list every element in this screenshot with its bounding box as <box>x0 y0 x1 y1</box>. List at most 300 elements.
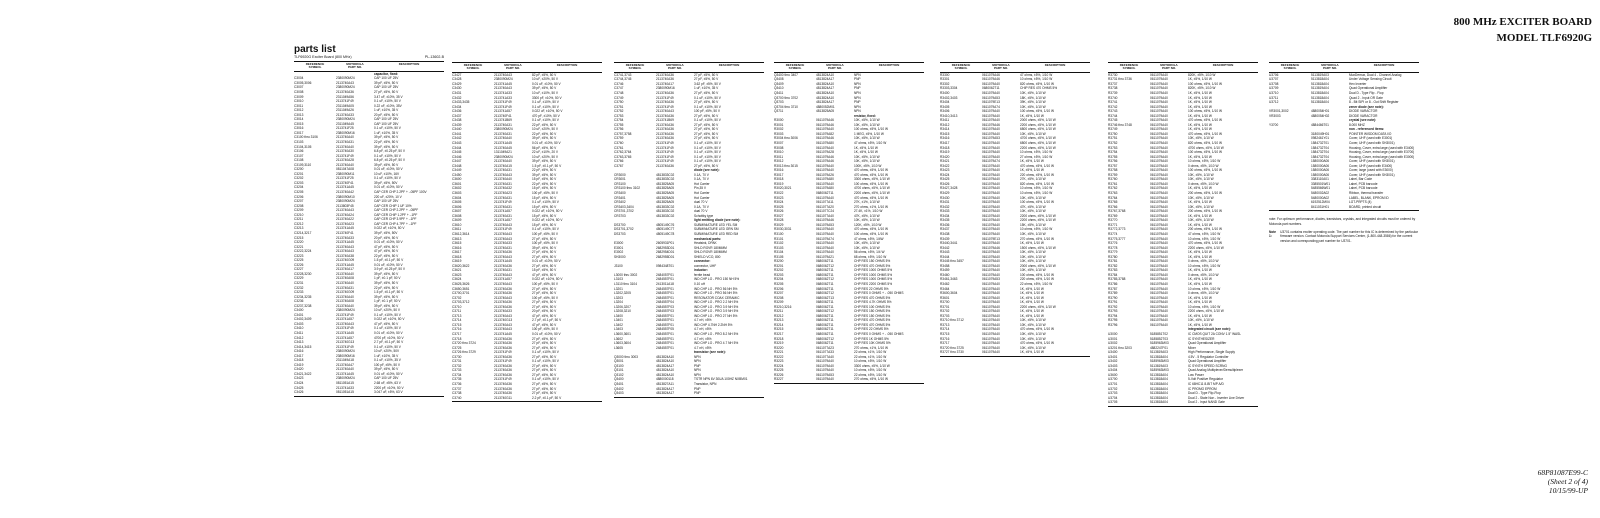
reference-symbol: R3025 <box>774 204 784 209</box>
description: 1.5 pF, ±0.1 pF, 50 V <box>532 163 562 168</box>
description: 1K, ±5%, 1/10 W <box>1020 241 1044 246</box>
description: 39 pF, ±5%, 50 V <box>374 294 399 299</box>
description: LGT-PRPTS (4) <box>1349 200 1372 205</box>
part-number: 0680062T11 <box>816 268 834 273</box>
description: 18K, ±5%, 1/10 W <box>1020 95 1046 100</box>
reference-symbol: R3225 <box>774 368 784 373</box>
reference-symbol: C3612,3614 <box>452 231 470 236</box>
reference-symbol: C3730 <box>452 354 462 359</box>
reference-symbol: R3210,3216 <box>774 304 792 309</box>
description: 0.01 uF, ±10%, 50 V <box>532 141 561 146</box>
reference-symbol: C3205 <box>294 190 304 195</box>
part-number: 2113740A36 <box>656 122 674 127</box>
description: 0.1 uF, ±10%, 50 V <box>532 377 559 382</box>
description: CHP RES 150 OHMS 5% <box>854 309 891 314</box>
part-number: 2113803F45 <box>336 203 354 208</box>
part-number: 2113740A40 <box>336 303 354 308</box>
description: CAP CER CHIP 1.2PF + -.1PF <box>374 212 418 217</box>
description: 4700 ohms, ±5%, 1/10 W <box>1020 136 1056 141</box>
part-number: 2113741A45 <box>336 226 354 231</box>
part-number: 2380090M11 <box>336 171 355 176</box>
description: 10K, ±5%, 1/10 W <box>1020 209 1046 214</box>
description: transistor (see note): <box>694 350 726 355</box>
description: 1 uF, ±10%, 35 V <box>374 108 399 113</box>
part-number: 0611079A74 <box>982 104 1000 109</box>
reference-symbol: R3213 <box>774 318 784 323</box>
reference-symbol: R3760 <box>1108 177 1118 182</box>
reference-symbol-header: REFERENCE SYMBOL <box>785 63 805 71</box>
reference-symbol: C3750 <box>614 100 624 105</box>
reference-symbol: L3600,3601 <box>614 331 631 336</box>
part-number: 0680062T11 <box>816 259 834 264</box>
part-number: 2380090M16 <box>336 353 355 358</box>
reference-symbol: R3410,3413 <box>940 113 958 118</box>
part-number: 4813824A10 <box>656 354 675 359</box>
description: CHIP RES 470 OHMS 5% <box>1020 86 1058 91</box>
reference-symbol: C3718 <box>452 336 462 341</box>
reference-symbol: C3735 <box>452 377 462 382</box>
table-end-rule <box>614 396 764 398</box>
reference-symbol: R3766 <box>1108 204 1118 209</box>
part-number: 2311049A05 <box>336 103 354 108</box>
reference-symbol: C3421,3422 <box>294 371 312 376</box>
description: CHP RES 100 OHMS 5% <box>854 304 891 309</box>
description: 820 ohms, ±5%, 1/10 W <box>1020 181 1054 186</box>
reference-symbol: C3007 <box>294 85 304 90</box>
reference-symbol: C3400 <box>294 308 304 313</box>
description: 0.1A, 70 V <box>694 172 709 177</box>
part-number: 2113740A31 <box>494 204 512 209</box>
part-number: 2484557F01 <box>656 313 674 318</box>
reference-symbol: C3624 <box>452 277 462 282</box>
description: connector: <box>694 259 711 264</box>
reference-symbol-header: REFERENCE SYMBOL <box>305 62 325 70</box>
reference-symbol: R3200 <box>774 259 784 264</box>
reference-symbol: R3010 <box>774 150 784 155</box>
part-number: 0811047A08 <box>336 167 354 172</box>
part-number: 5113819A04 <box>1311 86 1329 91</box>
reference-symbol: Q3411 <box>774 91 784 95</box>
part-number: 5113818A04 <box>1311 81 1329 86</box>
part-number: 2484557F01 <box>656 322 674 327</box>
description: 2200 ohms, ±5%, 1/10 W <box>1188 245 1224 250</box>
description: CAP 100 UF 25V <box>374 85 399 90</box>
part-number: 0611079A40 <box>982 227 1000 232</box>
description: 10 uF, ±20%, 50 V <box>532 154 559 159</box>
part-number: 2113740A22 <box>336 217 354 222</box>
description: capacitor, fixed: <box>374 71 399 76</box>
reference-symbol: R3702 <box>940 309 950 314</box>
reference-symbol: R3102 <box>774 241 784 246</box>
part-number: 0611079A40 <box>982 209 1000 214</box>
part-number: 4813825A05 <box>656 200 675 205</box>
description: 0.1 uF, ±10%, 50 V <box>532 359 559 364</box>
reference-symbol: C3017 <box>294 130 304 135</box>
reference-symbol: R3219 <box>774 341 784 346</box>
reference-symbol: C3103 <box>294 140 304 145</box>
reference-symbol: C3443 <box>452 141 462 146</box>
description-header: DESCRIPTION <box>556 63 578 67</box>
description: 2.7 pF, ±0.1 pF, 50 V <box>532 318 562 323</box>
description-header: DESCRIPTION <box>1373 63 1395 67</box>
reference-symbol: C3009 <box>294 94 304 99</box>
description: Dual D - Type Flip-Flop <box>1188 391 1221 396</box>
description: integrated circuit (see note): <box>1188 327 1231 332</box>
description: 27 pF, ±5%, 50 V <box>694 122 719 127</box>
description: 1K, ±5%, 1/10 W <box>1188 95 1212 100</box>
description: 3300 ohms, ±5%, 1/10 W <box>854 177 890 182</box>
description: 27K, ±1%, 1/10 W <box>854 200 880 205</box>
description: CHP RES 4.7K OHMS 5% <box>854 300 892 305</box>
reference-symbol: CR3403,3404 <box>614 204 634 209</box>
reference-symbol: Q3101 <box>614 368 624 373</box>
reference-symbol: R3208 <box>774 295 784 300</box>
reference-symbol: Q3001 <box>614 359 624 364</box>
part-number: 0611079A40 <box>982 113 1000 118</box>
reference-symbol: C3004 <box>294 76 304 81</box>
description: Housing, Cover, extra large (used with E3400) <box>1349 145 1415 150</box>
reference-symbol: R3400 <box>940 91 950 95</box>
part-number: 0611079A40 <box>1150 100 1168 105</box>
description: 39 pF, ±5%, 50V <box>374 180 398 185</box>
reference-symbol: C3763,3765 <box>614 154 632 159</box>
part-number: 2113740A36 <box>494 382 512 386</box>
description: 68 ohms, ±5%, 1/10 W <box>854 254 887 259</box>
part-number: 2113740A36 <box>494 304 512 309</box>
description: 1K, ±5%, 1/10 W <box>1188 154 1212 159</box>
reference-symbol: R3205 <box>774 281 784 286</box>
description: 1K, ±5%, 1/10 W <box>1188 127 1212 132</box>
reference-symbol: C3713 <box>452 313 462 318</box>
part-number: 2113740A36 <box>336 90 354 94</box>
reference-symbol: C3767 <box>614 163 624 168</box>
description: 3300 pF, ±10%, 50 V <box>532 95 562 100</box>
part-number: 0611079A40 <box>1150 227 1168 232</box>
part-number: 2113740F41 <box>336 180 354 185</box>
part-number: 2113740A31 <box>494 131 512 136</box>
description: 100 pF, ±5%, 50 V <box>532 295 559 300</box>
table-header <box>1269 62 1419 73</box>
reference-symbol: U3001 <box>1108 336 1118 341</box>
reference-symbol: R3217 <box>774 331 784 336</box>
table-header <box>452 62 602 73</box>
reference-symbol: Q3700 thru 3702 <box>774 95 798 100</box>
reference-symbol: R3214 <box>774 322 784 327</box>
reference-symbol-header: REFERENCE SYMBOL <box>951 63 971 71</box>
description: Heatsink, DPAK <box>694 241 717 246</box>
part-number: 2113741A45 <box>336 185 354 190</box>
description: 20 pF, ±5%, 50 V <box>374 235 399 240</box>
description: 4.7 nH, ±5% <box>694 318 712 323</box>
reference-symbol: R3227 <box>774 377 784 382</box>
description: CAP CER CHIP 1 UF 10% <box>374 203 412 208</box>
part-number-header: MOTOROLA PART NO. <box>992 63 1010 71</box>
part-number: 0611079A74 <box>982 159 1000 164</box>
parts-column-4 <box>774 62 924 384</box>
description: 56 pF, ±5%, 50 V <box>532 145 557 150</box>
description: 1K, ±5%, 1/10 W <box>854 145 878 150</box>
part-number: 0611079A80 <box>816 186 834 191</box>
part-number: 2113740A36 <box>494 341 512 346</box>
part-number: 0611079A40 <box>982 200 1000 205</box>
description: 20 pF, ±5%, 50 V <box>374 112 399 117</box>
description: 1K, ±5%, 1/10 W <box>1188 100 1212 105</box>
part-number: 2113741F49 <box>336 344 354 349</box>
part-number: 4882247F01 <box>1150 345 1168 350</box>
part-number: 0611079A40 <box>816 241 834 246</box>
reference-symbol: R3001 <box>774 122 784 127</box>
description: IND CHP LO - PRO 3.9 NH 5% <box>694 304 739 309</box>
reference-symbol: R3763 <box>1108 191 1118 196</box>
description: 0.1 uF, ±10%, 50 V <box>532 227 559 232</box>
part-number: 0611079A40 <box>1150 91 1168 95</box>
reference-symbol: R3302 <box>940 81 950 86</box>
part-number: 4813825A05 <box>656 195 675 200</box>
description: Pin,35 V <box>694 186 707 191</box>
part-number: 2484557F01 <box>656 336 674 341</box>
part-number: 0611079A53 <box>982 136 1000 141</box>
reference-symbol: R3211 <box>774 309 784 314</box>
part-number: 2484557F04 <box>656 300 674 305</box>
reference-symbol: Q3402 <box>614 386 624 391</box>
description: 0.1 uF, ±10%, 50 V <box>694 154 721 159</box>
description: MuxDemux, Dual 4 - Channel Analog <box>1349 72 1402 77</box>
description: 15 pF, ±5%, 50 V <box>532 177 557 182</box>
description: 27 pF, ±5%, 50 V <box>694 72 719 77</box>
part-number: 0611079A40 <box>982 250 1000 255</box>
reference-symbol: L3110 thru 3104 <box>614 281 637 286</box>
reference-symbol: R3791 <box>1108 300 1118 305</box>
reference-symbol: R3439 <box>940 236 950 241</box>
reference-symbol: R3300 <box>940 72 950 77</box>
reference-symbol: C3411 <box>294 330 304 335</box>
description: Label, PCB barcode <box>1349 186 1378 191</box>
part-number: 2113740A43 <box>494 231 512 236</box>
reference-symbol: C3439 <box>452 122 462 127</box>
reference-symbol: R3710 thru 3712 <box>940 318 964 323</box>
reference-symbol: C3209 <box>294 208 304 213</box>
part-number: 0680062T12 <box>816 277 834 282</box>
reference-symbol: C3449 <box>452 168 462 173</box>
description: 4.7 nH, ±5% <box>694 336 712 341</box>
description: 1K, ±5%, 1/10 W <box>1188 281 1212 286</box>
description: LABEL, BLANK, EPROM ID <box>1349 195 1389 200</box>
reference-symbol: C3716 <box>452 327 462 332</box>
part-number: 2113740A36 <box>656 100 674 105</box>
part-number-header: MOTOROLA PART NO. <box>826 63 844 71</box>
reference-symbol: R3600,3604 <box>940 291 958 296</box>
reference-symbol: C3604 <box>452 195 462 200</box>
reference-symbol: C3108 <box>294 158 304 163</box>
reference-symbol: R3772,3773 <box>1108 227 1126 232</box>
part-number: 5113818A04 <box>1311 91 1329 95</box>
description: 10 ohms, ±5%, 1/10 W <box>1020 150 1053 155</box>
part-number: 2113740A47 <box>336 362 354 367</box>
part-number: 2682953D01 <box>656 245 675 250</box>
parts-list-number: PL-13602-B <box>424 55 444 59</box>
description: 10K, ±5%, 1/10 W <box>1020 318 1046 323</box>
description: NPN <box>854 91 861 95</box>
part-number: 0611079A40 <box>1150 204 1168 209</box>
part-number: 1311049A21 <box>494 150 512 155</box>
reference-symbol: E3001 <box>614 245 624 250</box>
part-number: 0611079A40 <box>1150 281 1168 286</box>
description: 0.22 uF, ±10%, 35V <box>374 103 402 108</box>
description: 10 ohms, ±5%, 1/10 W <box>1188 159 1221 164</box>
reference-symbol: R3775,3777 <box>1108 236 1126 241</box>
reference-symbol: CR3701,3702 <box>614 209 634 214</box>
part-number: 2113741F49 <box>336 153 354 158</box>
description: CHP RES 470 OHMS 5% <box>854 318 891 323</box>
part-number: 0611079A40 <box>982 295 1000 300</box>
description: 1K, ±5%, 1/10 W <box>1188 122 1212 127</box>
part-number: 2113740A40 <box>336 271 354 276</box>
reference-symbol: L3603,3604 <box>614 341 631 346</box>
reference-symbol: R3226 <box>774 372 784 377</box>
part-number: 1584732T04 <box>1311 150 1329 155</box>
part-number: 0611079A46 <box>816 118 834 123</box>
reference-symbol: L3203 <box>614 295 623 300</box>
description: 100 ohms, ±5%, 1/10 W <box>1020 272 1054 277</box>
part-number: 0611079A40 <box>1150 150 1168 155</box>
table-end-rule <box>1108 405 1258 407</box>
part-number: 2380090M10 <box>336 194 355 199</box>
part-number: 0611079A40 <box>1150 191 1168 196</box>
reference-symbol: R3029 <box>774 222 784 227</box>
description: Quad Operational Amplifier <box>1349 86 1388 91</box>
part-number: 1580000A06 <box>1311 163 1330 168</box>
reference-symbol: C3226 <box>294 262 304 267</box>
board-description: TLF6920G Exciter Board (800 MHz) <box>294 55 352 59</box>
part-number: 2113740G13 <box>494 318 513 323</box>
part-number: 0611079A40 <box>982 195 1000 200</box>
description: PNP <box>694 391 701 396</box>
reference-symbol: R3030,3031 <box>774 227 792 232</box>
reference-symbol: R3203 <box>774 272 784 277</box>
part-number: 2113741F49 <box>494 377 512 382</box>
description: 22 pF, ±5%, 50 V <box>374 140 399 145</box>
table-row <box>940 350 1090 355</box>
reference-symbol: C3429 <box>452 81 462 86</box>
part-number: 0680062T12 <box>816 336 834 341</box>
description: 15 pF, ±5%, 50 V <box>532 213 557 218</box>
part-number: 0611079A40 <box>1150 213 1168 218</box>
description: NPN <box>854 95 861 100</box>
part-number: 2113741F49 <box>494 350 512 355</box>
description: NPN <box>854 72 861 77</box>
reference-symbol: R3415 <box>940 131 950 136</box>
part-number: 0611079A40 <box>982 286 1000 291</box>
reference-symbol: C3606 <box>452 204 462 209</box>
description: IND CHP LO - PRO 3.9 NH 5% <box>694 309 739 314</box>
description: IC CMOS QUIT 2A CONV 1.5" WASL <box>1188 331 1242 336</box>
notes-block <box>1269 217 1419 243</box>
description: 27.4K, ±1%, 1/10 W <box>854 209 883 214</box>
part-number: 2113741F49 <box>494 100 512 105</box>
description: 47 pF, ±5%, 50 V <box>374 244 399 249</box>
description: 27 pF, ±5%, 50 V <box>694 163 719 168</box>
reference-symbol: R3778 <box>1108 245 1118 250</box>
part-number: 2113741F49 <box>656 145 674 150</box>
reference-symbol: C3206 <box>294 194 304 199</box>
part-number: 2113740A31 <box>336 285 354 290</box>
description: 100 pF, ±5%, 50 V <box>532 327 559 332</box>
part-number: 0611079A40 <box>982 91 1000 95</box>
description: 10K, ±5%, 1/10 W <box>1188 136 1214 141</box>
reference-symbol: R3769 <box>1108 213 1118 218</box>
part-number: 0611079A53 <box>816 222 834 227</box>
description: 1K, ±5%, 1/10 W <box>1020 113 1044 118</box>
reference-symbol: CR3402 <box>614 200 626 205</box>
part-number: 0611079A40 <box>1150 295 1168 300</box>
part-number-header: MOTOROLA PART NO. <box>1160 63 1178 71</box>
part-number: 2113741A57 <box>336 335 354 340</box>
part-number: 0611079A40 <box>816 359 834 364</box>
description: 3.9 pF, ±0.25 pF, 50 V <box>374 267 405 272</box>
reference-symbol: C3450 <box>452 172 462 177</box>
part-number: 0611079A40 <box>982 254 1000 259</box>
reference-symbol: R3436 <box>940 222 950 227</box>
description: Housing, Cover, extra large (used with E3700) <box>1349 150 1415 155</box>
part-number: 0611079A40 <box>1150 200 1168 205</box>
description: 1K, ±5%, 1/10 W <box>1188 250 1212 255</box>
description: 0.1 uF, ±10%, 50 V <box>694 104 721 109</box>
description: 0.022 uF, ±10%, 50 V <box>532 277 563 282</box>
description: 39 pF, ±5%, 50 V <box>532 159 557 164</box>
part-number: 0680062T11 <box>816 313 834 318</box>
description: 0.01 uF, ±10%, 50 V <box>374 371 403 376</box>
description: 1K, ±5%, 1/10 W <box>1188 295 1212 300</box>
description: 0.022 uF, ±10%, 50 V <box>374 317 405 322</box>
reference-symbol: C3756 <box>614 127 624 132</box>
part-number: 2484557F01 <box>656 318 674 323</box>
reference-symbol: C3740 <box>452 395 462 400</box>
part-number: 0611079A40 <box>982 300 1000 305</box>
description: 0.01 uF, ±10%, 50 V <box>374 330 403 335</box>
reference-symbol: VR3001,3002 <box>1269 109 1289 114</box>
part-number: 2113741A33 <box>336 385 354 390</box>
part-number: 0611079A40 <box>1150 195 1168 200</box>
reference-symbol: U3712 <box>1269 100 1279 105</box>
part-number: 0680062T11 <box>816 191 834 196</box>
reference-symbol: R3426 <box>940 181 950 186</box>
table-header <box>294 61 444 72</box>
description: CHP RES 150 OHMS 5% <box>854 313 891 318</box>
part-number: 4813824A10 <box>816 91 835 95</box>
reference-symbol: R3767,3768 <box>1108 209 1126 214</box>
description: 8.000 MHZ <box>1349 122 1365 127</box>
part-number: 2113740A17 <box>336 267 354 272</box>
description: 10 ohms, ±5%, 1/10 W <box>1188 236 1221 241</box>
part-number: 2113741F49 <box>656 154 674 159</box>
part-number: 0611079A40 <box>982 181 1000 186</box>
part-number: 2113741A33 <box>494 95 512 100</box>
table-row <box>774 377 924 382</box>
reference-symbol: C3741,3743 <box>614 72 632 77</box>
description: 100 pF, ±5%, 50 V <box>532 241 559 246</box>
reference-symbol: U3703 <box>1108 391 1118 396</box>
description: 39 pF, ±5%, 50 V <box>374 135 399 140</box>
description: 100 pF, ±5%, 50 V <box>532 281 559 286</box>
part-number: 0680062T11 <box>816 272 834 277</box>
part-number: 5113819A03 <box>1150 350 1168 355</box>
board-title: 800 MHz EXCITER BOARD <box>1453 16 1592 28</box>
description: 27 pF, ±5%, 50 V <box>694 127 719 132</box>
reference-symbol: C3225 <box>294 258 304 263</box>
reference-symbol: R3212 <box>774 313 784 318</box>
description: CHP RES 22 OHMS 5% <box>854 286 889 291</box>
description: 27 pF, ±5%, 50 V <box>532 263 557 268</box>
